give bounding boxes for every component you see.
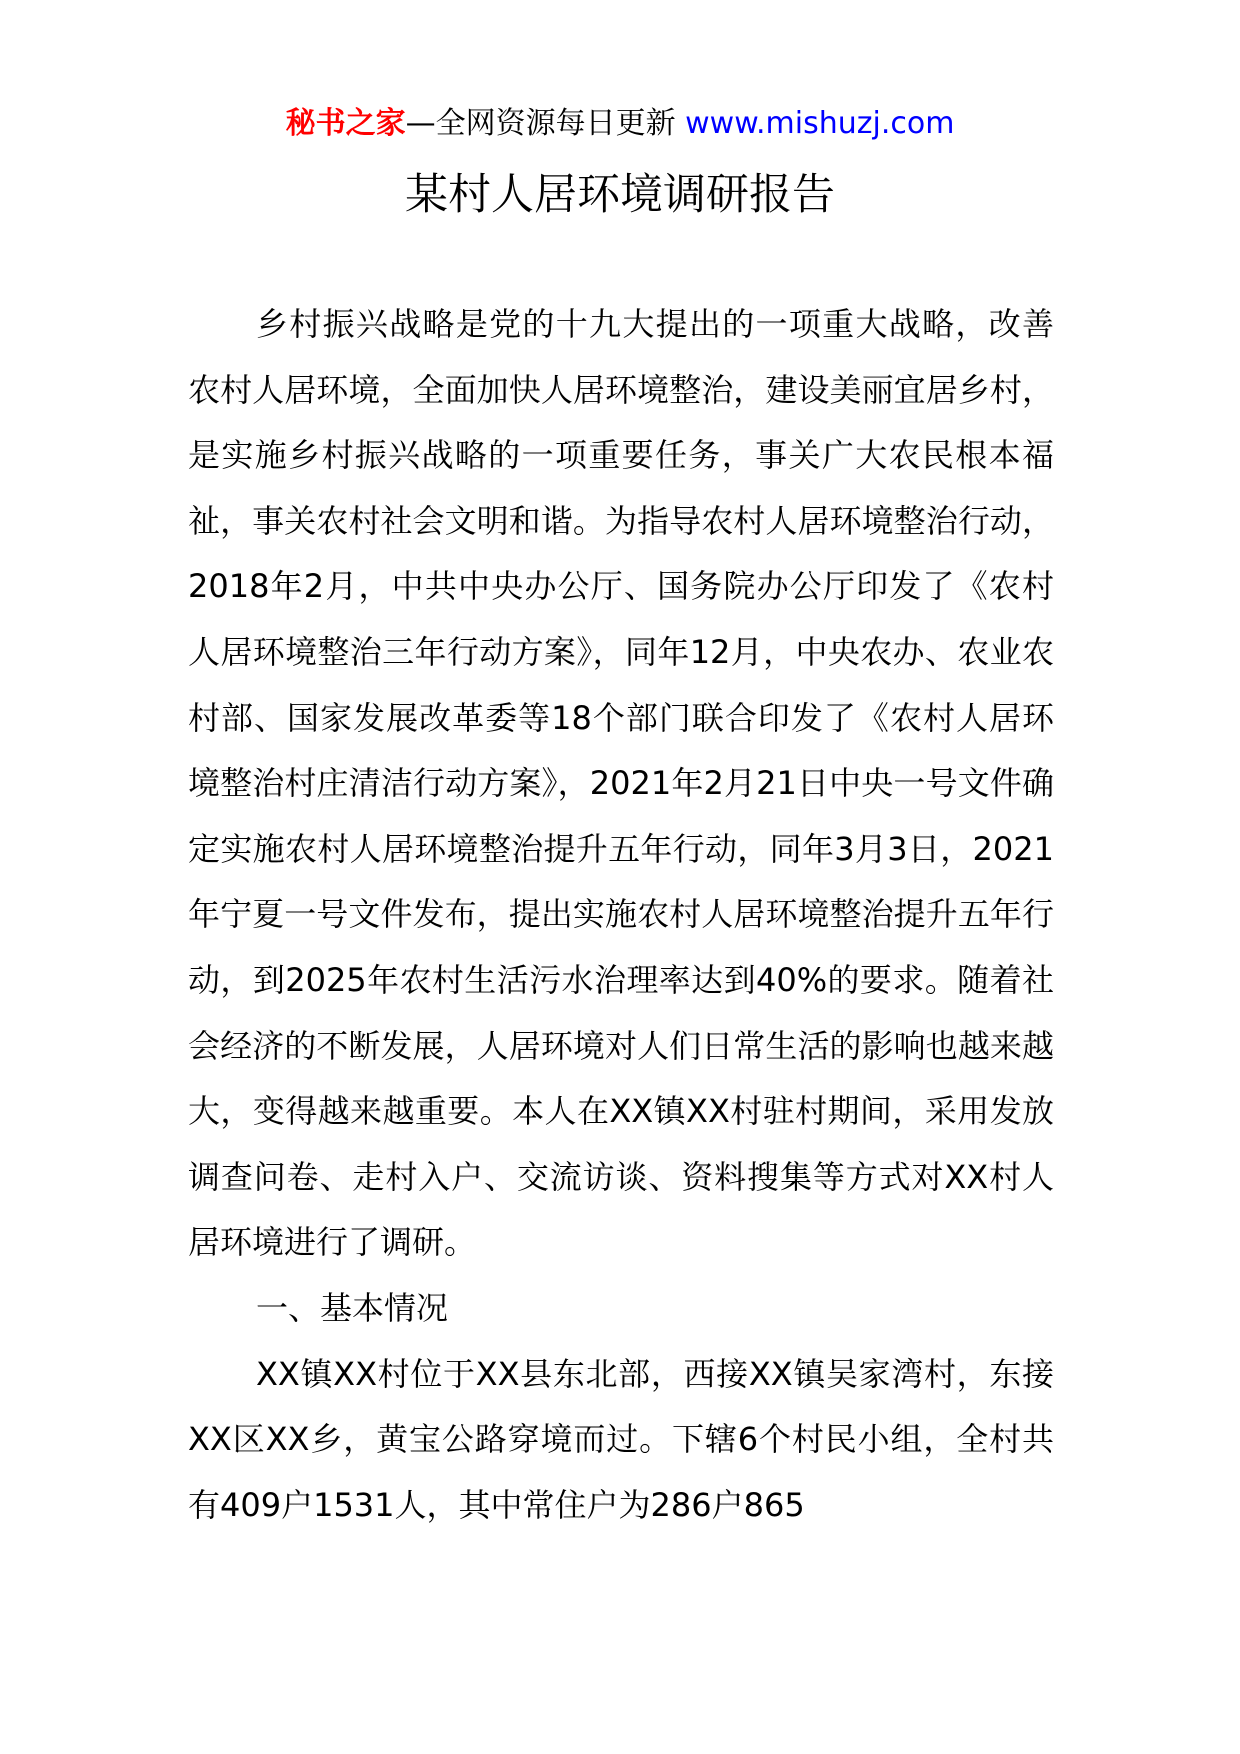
site-brand: 秘书之家 <box>285 106 406 141</box>
document-title: 某村人居环境调研报告 <box>405 170 835 220</box>
intro-paragraph: 乡村振兴战略是党的十九大提出的一项重大战略，改善农村人居环境，全面加快人居环境整治，建设美丽宜居乡村，是实施乡村振兴战略的一项重要任务，事关广大农民根本福祉，事关农村社会文明和谐。为指导农村人居环境整治行动，2018年2月，中共中央办公厅、国务院办公厅印发了《农村人居环境整治三年行动方案》，同年12月，中央农办、农业农村部、国家发展改革委等18个部门联合印发了《农村人居环境整治村庄清洁行动方案》，2021年2月21日中央一号文件确定实施农村人居环境整治提升五年行动，同年3月3日，2021年宁夏一号文件发布，提出实施农村人居环境整治提升五年行动，到2025年农村生活污水治理率达到40%的要求。随着社会经济的不断发展，人居环境对人们日常生活的影响也越来越大，变得越来越重要。本人在XX镇XX村驻村期间，采用发放调查问卷、走村入户、交流访谈、资料搜集等方式对XX村人居环境进行了调研。 <box>188 305 1054 1262</box>
site-header <box>0 102 1240 146</box>
basic-info-paragraph: XX镇XX村位于XX县东北部，西接XX镇吴家湾村，东接XX区XX乡，黄宝公路穿境而过。下辖6个村民小组，全村共有409户1531人，其中常住户为286户865 <box>188 1354 1054 1524</box>
site-tagline: —全网资源每日更新 <box>405 106 676 141</box>
document-body <box>188 292 1054 1538</box>
site-url-link[interactable]: www.mishuzj.com <box>685 106 955 141</box>
section-heading-basic-info: 一、基本情况 <box>256 1288 449 1327</box>
